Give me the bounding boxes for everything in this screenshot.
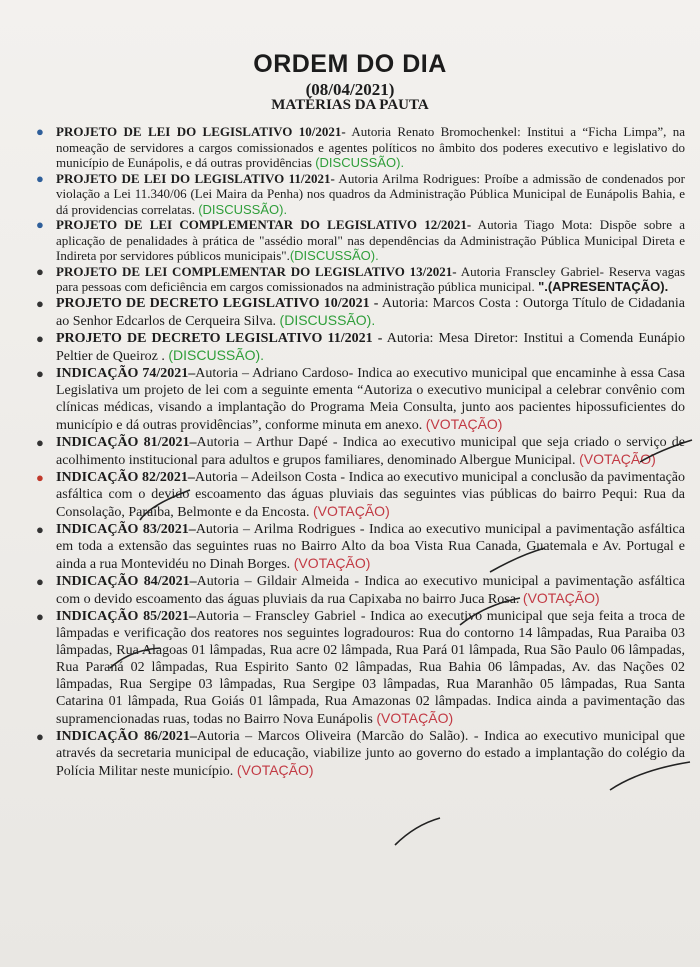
agenda-item xyxy=(30,521,685,573)
item-heading: PROJETO DE DECRETO LEGISLATIVO 10/2021 - xyxy=(56,295,379,311)
bullet-icon: ● xyxy=(36,217,44,232)
bullet-icon: ● xyxy=(36,434,44,450)
status-badge: (DISCUSSÃO). xyxy=(289,248,379,263)
status-badge: (VOTAÇÃO) xyxy=(522,589,600,606)
agenda-item xyxy=(30,728,685,780)
item-text: Autoria – Arilma Rodrigues - Indica ao executivo municipal a pavimentação asfáltica em toda a extensão das seguintes ruas no Bairro Alto da boa Vista Rua Canada, Guatemala e Av. Portugal e ainda a rua Montevidéu no Dinah Borges. xyxy=(56,521,685,572)
agenda-list xyxy=(30,122,685,780)
item-text: Autoria – Franscley Gabriel - Indica ao executivo municipal que seja feita a troca de lâmpadas e verificação dos reatores nos seguintes logradouros: Rua do contorno 14 lâmpadas, Rua Paraiba 03 lâmpadas, Rua Alagoas 01 lâmpadas, Rua acre 02 lâmpada, Rua Pará 01 lâmpada, Rua São Paulo 06 lâmpadas, Rua Paraná 02 lâmpadas, Rua Espirito Santo 02 lâmpadas, Rua Bahia 06 lâmpadas, Av. das Nações 02 lâmpadas, Rua Sergipe 03 lâmpadas, Rua Sergipe 03 lâmpadas, Rua Maranhão 05 lâmpadas, Rua Santa Catarina 01 lâmpada, Rua Goiás 01 lâmpada, Rua Amazonas 02 lâmpadas. Indica ainda a pavimentação das supramencionadas ruas, todas no Bairro Nova Eunápolis xyxy=(56,608,685,727)
agenda-item xyxy=(30,573,685,608)
bullet-icon: ● xyxy=(36,521,44,537)
status-badge: (VOTAÇÃO) xyxy=(236,761,314,778)
item-text: Autoria Franscley Gabriel- Reserva vagas para pessoas com deficiência em cargos comissionados na administração pública municipal. xyxy=(56,263,686,294)
item-text: Autoria: Mesa Diretor: Institui a Comenda Eunápio Peltier de Queiroz . xyxy=(56,330,686,364)
bullet-icon: ● xyxy=(36,330,44,346)
item-heading: INDICAÇÃO 85/2021– xyxy=(56,608,197,624)
item-heading: PROJETO DE LEI COMPLEMENTAR DO LEGISLATIVO 12/2021- xyxy=(56,217,472,232)
item-heading: INDICAÇÃO 74/2021– xyxy=(56,365,196,381)
status-badge: (VOTAÇÃO) xyxy=(312,502,390,519)
item-heading: INDICAÇÃO 82/2021– xyxy=(56,469,195,485)
page-title: ORDEM DO DIA xyxy=(253,50,447,78)
item-heading: PROJETO DE DECRETO LEGISLATIVO 11/2021 - xyxy=(56,330,383,346)
item-heading: PROJETO DE LEI DO LEGISLATIVO 11/2021- xyxy=(56,170,335,186)
item-text: Autoria – Gildair Almeida - Indica ao executivo municipal a pavimentação asfáltica com o devido escoamento das águas pluviais da rua Capixaba no bairro Juca Rosa. xyxy=(56,573,685,607)
item-text: Autoria – Adeilson Costa - Indica ao executivo municipal a conclusão da pavimentação asfáltica com o devido escoamento das águas pluviais das seguintes vias públicas do bairro Pequi: Rua da Consolação, Paraíba, Belmonte e da Encosta. xyxy=(56,469,686,520)
agenda-item xyxy=(30,171,685,218)
agenda-item xyxy=(30,608,685,728)
status-badge: (VOTAÇÃO) xyxy=(293,554,371,571)
bullet-icon: ● xyxy=(36,365,44,381)
item-heading: PROJETO DE LEI DO LEGISLATIVO 10/2021- xyxy=(56,124,346,139)
status-badge: (DISCUSSÃO). xyxy=(279,311,376,328)
status-badge: (VOTAÇÃO) xyxy=(425,415,503,432)
item-text: Autoria: Marcos Costa : Outorga Título de Cidadania ao Senhor Edcarlos de Cerqueira Silva. xyxy=(56,295,685,329)
pen-check-mark xyxy=(395,818,440,845)
item-heading: INDICAÇÃO 81/2021– xyxy=(56,434,197,450)
status-badge: (DISCUSSÃO). xyxy=(168,346,265,363)
status-badge: (VOTAÇÃO) xyxy=(376,709,454,726)
agenda-item xyxy=(30,264,685,295)
agenda-item xyxy=(30,469,685,521)
agenda-item xyxy=(30,295,685,330)
page-subtitle: MATÉRIAS DA PAUTA xyxy=(271,97,429,113)
status-badge: ".(APRESENTAÇÃO). xyxy=(538,279,669,294)
agenda-item xyxy=(30,217,685,264)
item-heading: INDICAÇÃO 86/2021– xyxy=(56,728,197,744)
item-heading: PROJETO DE LEI COMPLEMENTAR DO LEGISLATIVO 13/2021- xyxy=(56,263,457,279)
bullet-icon: ● xyxy=(36,469,44,485)
status-badge: (DISCUSSÃO). xyxy=(198,201,288,217)
bullet-icon: ● xyxy=(36,728,44,744)
bullet-icon: ● xyxy=(36,573,44,589)
item-text: Autoria – Marcos Oliveira (Marcão do Salão). - Indica ao executivo municipal que através da secretaria municipal de educação, viabilize junto ao governo do estado a implantação do colégio da Polícia Militar neste município. xyxy=(56,728,685,779)
agenda-item xyxy=(30,124,685,171)
bullet-icon: ● xyxy=(36,263,44,279)
bullet-icon: ● xyxy=(36,170,44,186)
item-heading: INDICAÇÃO 84/2021– xyxy=(56,573,197,589)
bullet-icon: ● xyxy=(36,124,44,139)
status-badge: (DISCUSSÃO). xyxy=(315,155,405,170)
item-text: Autoria – Adriano Cardoso- Indica ao executivo municipal que encaminhe à essa Casa Legislativa um projeto de lei com a seguinte ementa “Autoriza o executivo municipal a celebrar convênio com clínicas médicas, visando a implantação do Programa Meia Consulta, junto aos pacientes hipossuficientes do município e dá outras providências”, conforme minuta em anexo. xyxy=(56,365,685,433)
bullet-icon: ● xyxy=(36,295,44,311)
item-text: Autoria Tiago Mota: Dispõe sobre a aplicação de penalidades à prática de "assédio moral" nas dependências da Administração Pública Municipal Direta e Indireta por servidores públicos municipais". xyxy=(56,217,686,263)
agenda-item xyxy=(30,365,685,434)
session-date: (08/04/2021) xyxy=(305,80,395,99)
item-text: Autoria Renato Bromochenkel: Institui a “Ficha Limpa”, na nomeação de servidores a cargos comissionados e agentes políticos no âmbito dos poderes executivo e legislativo do município de Eunápolis, e dá outras providências xyxy=(56,124,685,170)
item-text: Autoria Arilma Rodrigues: Proíbe a admissão de condenados por violação a Lei 11.340/06 (Lei Maira da Penha) nos quadros da Administração Pública Municipal de Eunápolis Bahia, e dá providencias correlatas. xyxy=(56,170,685,217)
item-heading: INDICAÇÃO 83/2021– xyxy=(56,521,196,537)
status-badge: (VOTAÇÃO) xyxy=(579,450,656,467)
agenda-item xyxy=(30,330,685,365)
item-text: Autoria – Arthur Dapé - Indica ao executivo municipal que seja criado o serviço de acolhimento institucional para adultos e grupos familiares, denominado Albergue Municipal. xyxy=(56,434,685,468)
agenda-item xyxy=(30,434,685,469)
bullet-icon: ● xyxy=(36,608,44,624)
